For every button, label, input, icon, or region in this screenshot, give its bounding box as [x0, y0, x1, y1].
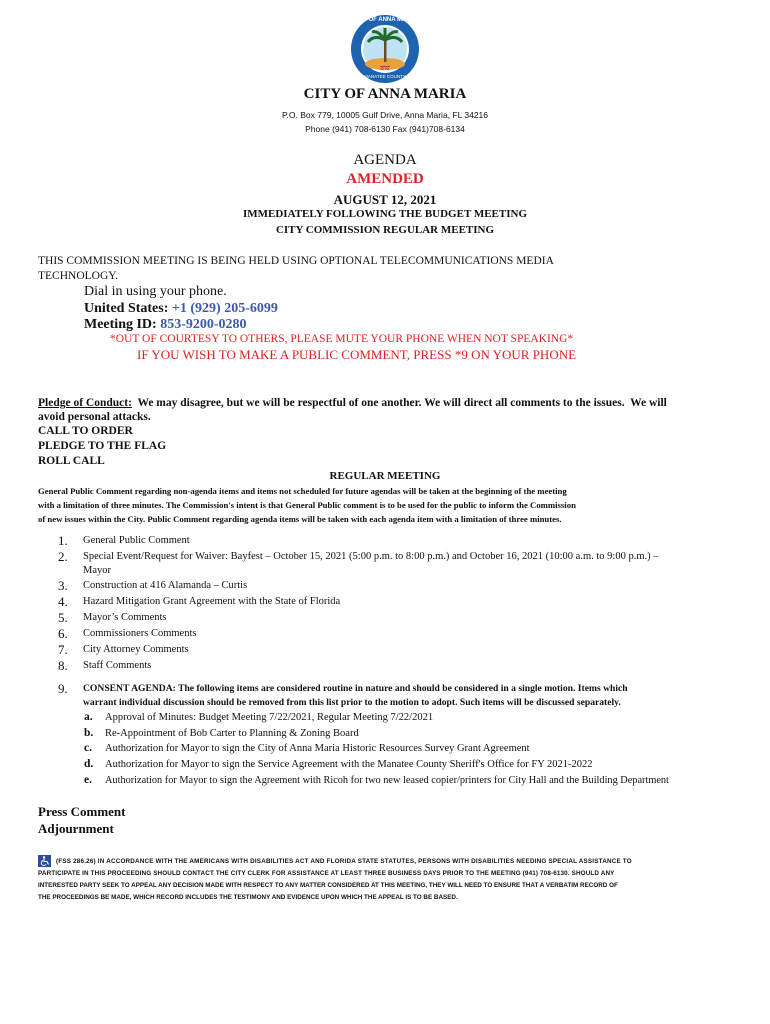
meeting-id-line — [84, 317, 247, 333]
agenda-item: Hazard Mitigation Grant Agreement with the State of Florida — [83, 596, 341, 607]
city-seal — [350, 14, 420, 84]
item-number: 9. — [58, 681, 68, 696]
public-comment-notice: IF YOU WISH TO MAKE A PUBLIC COMMENT, PRESS *9 ON YOUR PHONE — [137, 347, 577, 362]
ada-notice-2: PARTICIPATE IN THIS PROCEEDING SHOULD CONTACT THE CITY CLERK FOR ASSISTANCE AT LEAST THREE BUSINESS DAYS PRIOR TO THE MEETING (941) 708-6130. SHOULD ANY — [38, 870, 615, 877]
agenda-item: City Attorney Comments — [83, 644, 189, 655]
item-number: 7. — [58, 642, 68, 657]
item-number: 6. — [58, 626, 68, 641]
consent-item: Re-Appointment of Bob Carter to Planning & Zoning Board — [105, 728, 359, 739]
agenda-subtitle-regular: CITY COMMISSION REGULAR MEETING — [275, 224, 495, 236]
pledge-text: We may disagree, but we will be respectful of one another. We will direct all comments to the issues. We will — [131, 397, 667, 409]
pledge-text-cont: avoid personal attacks. — [38, 411, 151, 423]
meeting-date: AUGUST 12, 2021 — [333, 192, 437, 207]
consent-item-letter: c. — [84, 742, 92, 754]
item-number: 2. — [58, 549, 68, 564]
public-comment-policy-2: with a limitation of three minutes. The Commission's intent is that General Public comment is to be used for the public to inform the Commission — [38, 500, 576, 510]
seal-inner-text: MANATEE COUNTY — [364, 74, 406, 79]
item-number: 4. — [58, 594, 68, 609]
consent-item: Approval of Minutes: Budget Meeting 7/22/2021, Regular Meeting 7/22/2021 — [105, 712, 434, 723]
us-phone-number[interactable]: +1 (929) 205-6099 — [171, 301, 278, 316]
roll-call: ROLL CALL — [38, 455, 105, 467]
pledge-label: Pledge of Conduct: — [38, 397, 132, 409]
adjournment: Adjournment — [38, 821, 114, 836]
us-phone-line — [84, 301, 278, 317]
city-name: CITY OF ANNA MARIA — [303, 86, 467, 102]
consent-agenda-text-cont: warrant individual discussion should be removed from this list prior to the motion to adopt. Such items will be discussed separately. — [83, 697, 621, 708]
agenda-subtitle-budget: IMMEDIATELY FOLLOWING THE BUDGET MEETING — [242, 208, 528, 220]
us-phone-label: United States: — [84, 301, 172, 316]
regular-meeting-heading: REGULAR MEETING — [329, 470, 441, 482]
pledge-to-flag: PLEDGE TO THE FLAG — [38, 440, 167, 452]
consent-item: Authorization for Mayor to sign the City of Anna Maria Historic Resources Survey Grant Agreement — [105, 743, 530, 754]
public-comment-policy-1: General Public Comment regarding non-agenda items and items not scheduled for future agendas will be taken at the beginning of the meeting — [38, 486, 567, 496]
mute-notice: *OUT OF COURTESY TO OTHERS, PLEASE MUTE YOUR PHONE WHEN NOT SPEAKING* — [110, 333, 574, 345]
agenda-item: Staff Comments — [83, 660, 152, 671]
public-comment-policy-3: of new issues within the City. Public Comment regarding agenda items will be taken with each agenda item with a limitation of three minutes. — [38, 514, 562, 524]
consent-item: Authorization for Mayor to sign the Agreement with Ricoh for two new leased copier/printers for City Hall and the Building Department — [105, 775, 669, 786]
ada-notice-3: INTERESTED PARTY SEEK TO APPEAL ANY DECISION MADE WITH RESPECT TO ANY MATTER CONSIDERED AT THIS MEETING, THEY WILL NEED TO ENSURE THAT A VERBATIM RECORD OF — [38, 882, 618, 889]
dial-instruction: Dial in using your phone. — [84, 284, 227, 299]
meeting-id-label: Meeting ID: — [84, 317, 161, 332]
item-number: 3. — [58, 578, 68, 593]
agenda-item-cont: Mayor — [83, 565, 111, 576]
consent-item-letter: d. — [84, 758, 94, 770]
pledge-of-conduct — [38, 397, 667, 409]
city-address: P.O. Box 779, 10005 Gulf Drive, Anna Maria, FL 34216 — [281, 110, 488, 120]
call-to-order: CALL TO ORDER — [38, 425, 133, 437]
agenda-item: Commissioners Comments — [83, 628, 197, 639]
consent-item-letter: a. — [84, 711, 93, 723]
press-comment: Press Comment — [38, 804, 126, 819]
meeting-id-value: 853-9200-0280 — [160, 317, 247, 332]
item-number: 1. — [58, 533, 68, 548]
consent-item-letter: b. — [84, 727, 94, 739]
telecom-notice-cont: TECHNOLOGY. — [38, 270, 118, 282]
agenda-title: AGENDA — [353, 152, 417, 168]
accessibility-icon — [38, 854, 51, 866]
agenda-item: Special Event/Request for Waiver: Bayfest – October 15, 2021 (5:00 p.m. to 8:00 p.m.) and October 16, 2021 (10:00 a.m. to 9:00 p.m.) – — [83, 551, 659, 562]
agenda-item: Construction at 416 Alamanda – Curtis — [83, 580, 248, 591]
agenda-item: General Public Comment — [83, 535, 190, 546]
seal-ring-text: CITY OF ANNA MARIA — [353, 17, 417, 23]
consent-agenda-text: CONSENT AGENDA: The following items are considered routine in nature and should be considered in a single motion. Items which — [83, 683, 628, 694]
amended-label: AMENDED — [346, 171, 424, 187]
seal-year: 1923 — [379, 67, 391, 73]
item-number: 5. — [58, 610, 68, 625]
item-number: 8. — [58, 658, 68, 673]
city-phone: Phone (941) 708-6130 Fax (941)708-6134 — [305, 124, 465, 134]
telecom-notice: THIS COMMISSION MEETING IS BEING HELD USING OPTIONAL TELECOMMUNICATIONS MEDIA — [38, 255, 554, 267]
consent-item: Authorization for Mayor to sign the Service Agreement with the Manatee County Sheriff's Office for FY 2021-2022 — [105, 759, 593, 770]
ada-notice-4: THE PROCEEDINGS BE MADE, WHICH RECORD INCLUDES THE TESTIMONY AND EVIDENCE UPON WHICH THE APPEAL IS TO BE BASED. — [38, 894, 458, 901]
agenda-item: Mayor’s Comments — [83, 612, 167, 623]
ada-notice-1: (FSS 286.26) IN ACCORDANCE WITH THE AMERICANS WITH DISABILITIES ACT AND FLORIDA STATE STATUTES, PERSONS WITH DISABILITIES NEEDING SPECIAL ASSISTANCE TO — [56, 858, 632, 865]
consent-item-letter: e. — [84, 774, 92, 786]
